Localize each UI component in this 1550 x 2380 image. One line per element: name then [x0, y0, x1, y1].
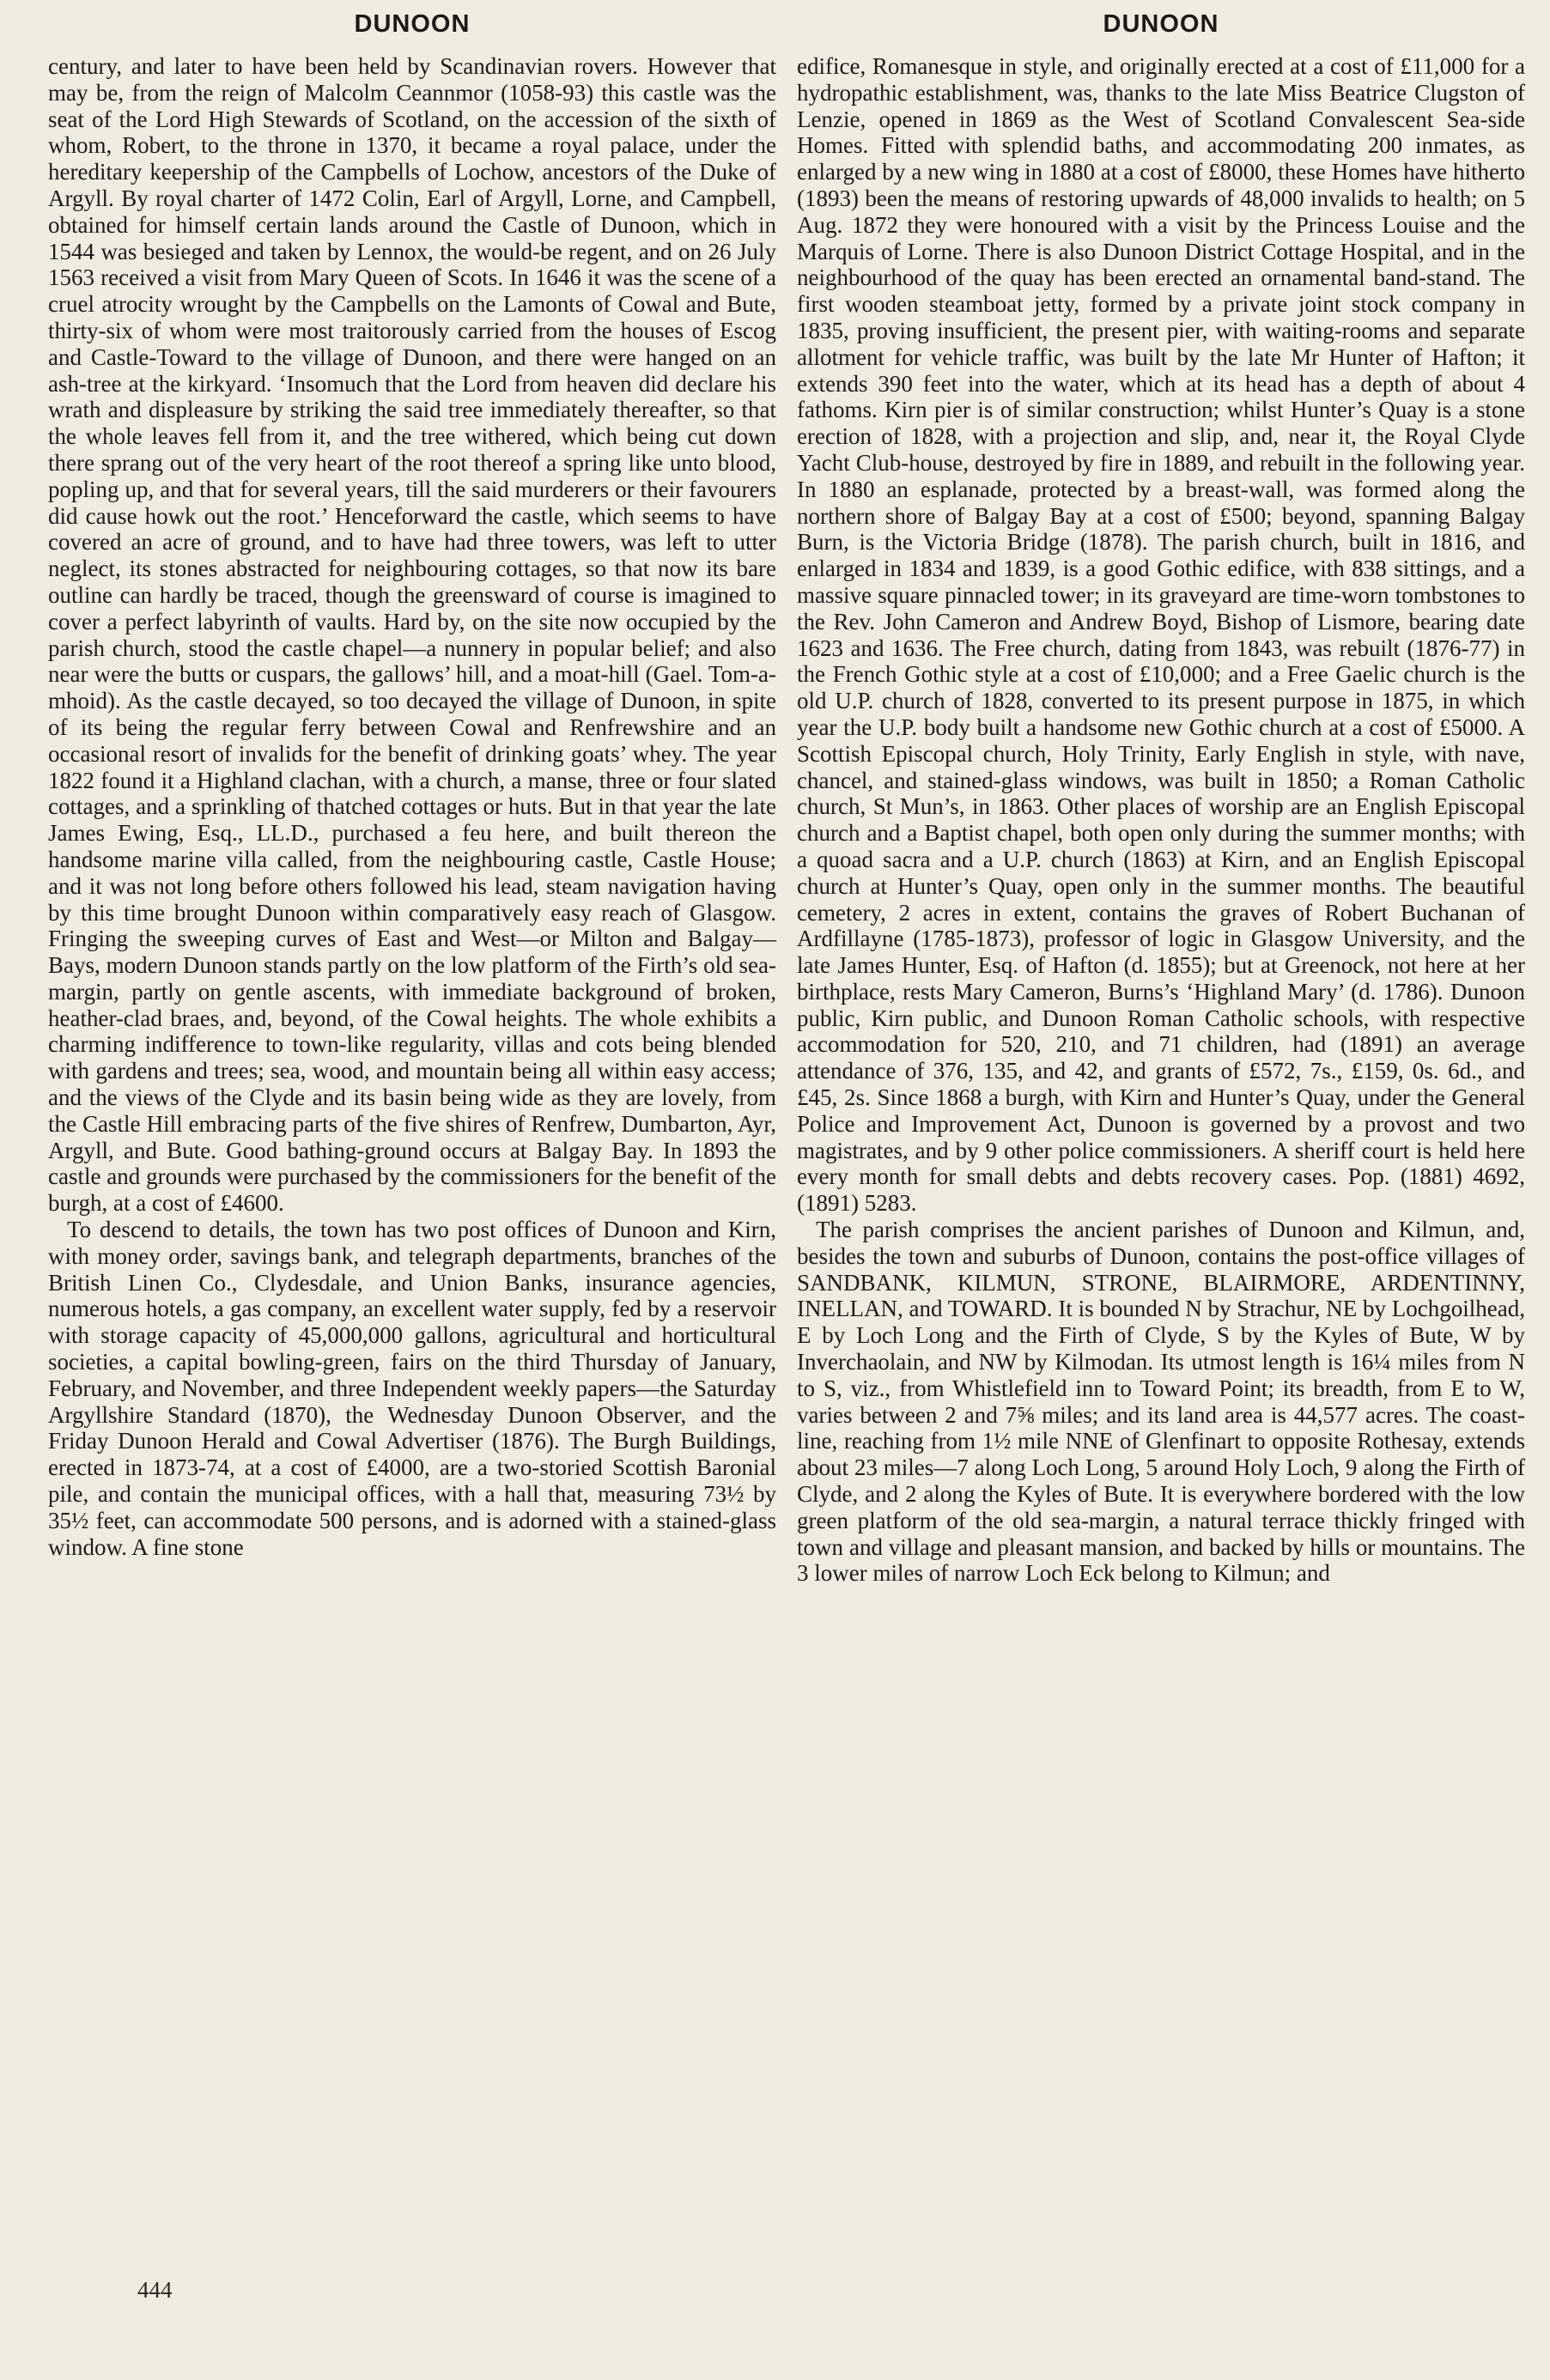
paragraph: century, and later to have been held by Scandinavian rovers. However that may be, from the reign of Malcolm Ceannmor (1058-93) this castle was the seat of the Lord High Stewards of Scotland, on the accession of the sixth of whom, Robert, to the throne in 1370, it became a royal palace, under the hereditary keepership of the Campbells of Lochow, ancestors of the Duke of Argyll. By royal charter of 1472 Colin, Earl of Argyll, Lorne, and Campbell, obtained for himself certain lands around the Castle of Dunoon, which in 1544 was besieged and taken by Lennox, the would-be regent, and on 26 July 1563 received a visit from Mary Queen of Scots. In 1646 it was the scene of a cruel atrocity wrought by the Campbells on the Lamonts of Cowal and Bute, thirty-six of whom were most traitorously carried from the houses of Escog and Castle-Toward to the village of Dunoon, and there were hanged on an ash-tree at the kirkyard. ‘Insomuch that the Lord from heaven did declare his wrath and displeasure by striking the said tree immediately thereafter, so that the whole leaves fell from it, and the tree withered, which being cut down there sprang out of the very heart of the root thereof a spring like unto blood, popling up, and that for several years, till the said murderers or their favourers did cause howk out the root.’ Henceforward the castle, which seems to have covered an acre of ground, and to have had three towers, was left to utter neglect, its stones abstracted for neighbouring cottages, so that now its bare outline can hardly be traced, though the greensward of course is imagined to cover a perfect labyrinth of vaults. Hard by, on the site now occupied by the parish church, stood the castle chapel—a nunnery in popular belief; and also near were the butts or cuspars, the gallows’ hill, and a moat-hill (Gael. Tom-a-mhoid). As the castle decayed, so too decayed the village of Dunoon, in spite of its being the regular ferry between Cowal and Renfrewshire and an occasional resort of invalids for the benefit of drinking goats’ whey. The year 1822 found it a Highland clachan, with a church, a manse, three or four slated cottages, and a sprinkling of thatched cottages or huts. But in that year the late James Ewing, Esq., LL.D., purchased a feu here, and built thereon the handsome marine villa called, from the neighbouring castle, Castle House; and it was not long before others followed his lead, steam navigation having by this time brought Dunoon within comparatively easy reach of Glasgow. Fringing the sweeping curves of East and West—or Milton and Balgay—Bays, modern Dunoon stands partly on the low platform of the Firth’s old sea-margin, partly on gentle ascents, with immediate background of broken, heather-clad braes, and, beyond, of the Cowal heights. The whole exhibits a charming indifference to town-like regularity, villas and cots being blended with gardens and trees; sea, wood, and mountain being all within easy access; and the views of the Clyde and its basin being wide as they are lovely, from the Castle Hill embracing parts of the five shires of Renfrew, Dumbarton, Ayr, Argyll, and Bute. Good bathing-ground occurs at Balgay Bay. In 1893 the castle and grounds were purchased by the commissioners for the benefit of the burgh, at a cost of £4600. [48, 53, 776, 1217]
left-column [48, 53, 776, 1560]
paragraph: edifice, Romanesque in style, and originally erected at a cost of £11,000 for a hydropathic establishment, was, thanks to the late Miss Beatrice Clugston of Lenzie, opened in 1869 as the West of Scotland Convalescent Sea-side Homes. Fitted with splendid baths, and accommodating 200 inmates, as enlarged by a new wing in 1880 at a cost of £8000, these Homes have hitherto (1893) been the means of restoring upwards of 48,000 invalids to health; on 5 Aug. 1872 they were honoured with a visit by the Princess Louise and the Marquis of Lorne. There is also Dunoon District Cottage Hospital, and in the neighbourhood of the quay has been erected an ornamental band-stand. The first wooden steamboat jetty, formed by a private joint stock company in 1835, proving insufficient, the present pier, with waiting-rooms and separate allotment for vehicle traffic, was built by the late Mr Hunter of Hafton; it extends 390 feet into the water, which at its head has a depth of about 4 fathoms. Kirn pier is of similar construction; whilst Hunter’s Quay is a stone erection of 1828, with a projection and slip, and, near it, the Royal Clyde Yacht Club-house, destroyed by fire in 1889, and rebuilt in the following year. In 1880 an esplanade, protected by a breast-wall, was formed along the northern shore of Balgay Bay at a cost of £500; beyond, spanning Balgay Burn, is the Victoria Bridge (1878). The parish church, built in 1816, and enlarged in 1834 and 1839, is a good Gothic edifice, with 838 sittings, and a massive square pinnacled tower; in its graveyard are time-worn tombstones to the Rev. John Cameron and Andrew Boyd, Bishop of Lismore, bearing date 1623 and 1636. The Free church, dating from 1843, was rebuilt (1876-77) in the French Gothic style at a cost of £10,000; and a Free Gaelic church is the old U.P. church of 1828, converted to its present purpose in 1875, in which year the U.P. body built a handsome new Gothic church at a cost of £5000. A Scottish Episcopal church, Holy Trinity, Early English in style, with nave, chancel, and stained-glass windows, was built in 1850; a Roman Catholic church, St Mun’s, in 1863. Other places of worship are an English Episcopal church and a Baptist chapel, both open only during the summer months; with a quoad sacra and a U.P. church (1863) at Kirn, and an English Episcopal church at Hunter’s Quay, open only in the summer months. The beautiful cemetery, 2 acres in extent, contains the graves of Robert Buchanan of Ardfillayne (1785-1873), professor of logic in Glasgow University, and the late James Hunter, Esq. of Hafton (d. 1855); but at Greenock, not here at her birthplace, rests Mary Cameron, Burns’s ‘Highland Mary’ (d. 1786). Dunoon public, Kirn public, and Dunoon Roman Catholic schools, with respective accommodation for 520, 210, and 71 children, had (1891) an average attendance of 376, 135, and 42, and grants of £572, 7s., £159, 0s. 6d., and £45, 2s. Since 1868 a burgh, with Kirn and Hunter’s Quay, under the General Police and Improvement Act, Dunoon is governed by a provost and two magistrates, and by 9 other police commissioners. A sheriff court is held here every month for small debts and debts recovery cases. Pop. (1881) 4692, (1891) 5283. [797, 53, 1525, 1217]
running-head-left: DUNOON [354, 10, 471, 38]
page-number: 444 [137, 2277, 173, 2303]
paragraph: The parish comprises the ancient parishes of Dunoon and Kilmun, and, besides the town and suburbs of Dunoon, contains the post-office villages of SANDBANK, KILMUN, STRONE, BLAIRMORE, ARDENTINNY, INELLAN, and TOWARD. It is bounded N by Strachur, NE by Lochgoilhead, E by Loch Long and the Firth of Clyde, S by the Kyles of Bute, W by Inverchaolain, and NW by Kilmodan. Its utmost length is 16¼ miles from N to S, viz., from Whistlefield inn to Toward Point; its breadth, from E to W, varies between 2 and 7⅝ miles; and its land area is 44,577 acres. The coast-line, reaching from 1½ mile NNE of Glenfinart to opposite Rothesay, extends about 23 miles—7 along Loch Long, 5 around Holy Loch, 9 along the Firth of Clyde, and 2 along the Kyles of Bute. It is everywhere bordered with the low green platform of the old sea-margin, a natural terrace thickly fringed with town and village and pleasant mansion, and backed by hills or mountains. The 3 lower miles of narrow Loch Eck belong to Kilmun; and [797, 1217, 1525, 1587]
right-column [797, 53, 1525, 1587]
paragraph: To descend to details, the town has two post offices of Dunoon and Kirn, with money order, savings bank, and telegraph departments, branches of the British Linen Co., Clydesdale, and Union Banks, insurance agencies, numerous hotels, a gas company, an excellent water supply, fed by a reservoir with storage capacity of 45,000,000 gallons, agricultural and horticultural societies, a capital bowling-green, fairs on the third Thursday of January, February, and November, and three Independent weekly papers—the Saturday Argyllshire Standard (1870), the Wednesday Dunoon Observer, and the Friday Dunoon Herald and Cowal Advertiser (1876). The Burgh Buildings, erected in 1873-74, at a cost of £4000, are a two-storied Scottish Baronial pile, and contain the municipal offices, with a hall that, measuring 73½ by 35½ feet, can accommodate 500 persons, and is adorned with a stained-glass window. A fine stone [48, 1217, 776, 1560]
running-head-right: DUNOON [1103, 10, 1219, 38]
